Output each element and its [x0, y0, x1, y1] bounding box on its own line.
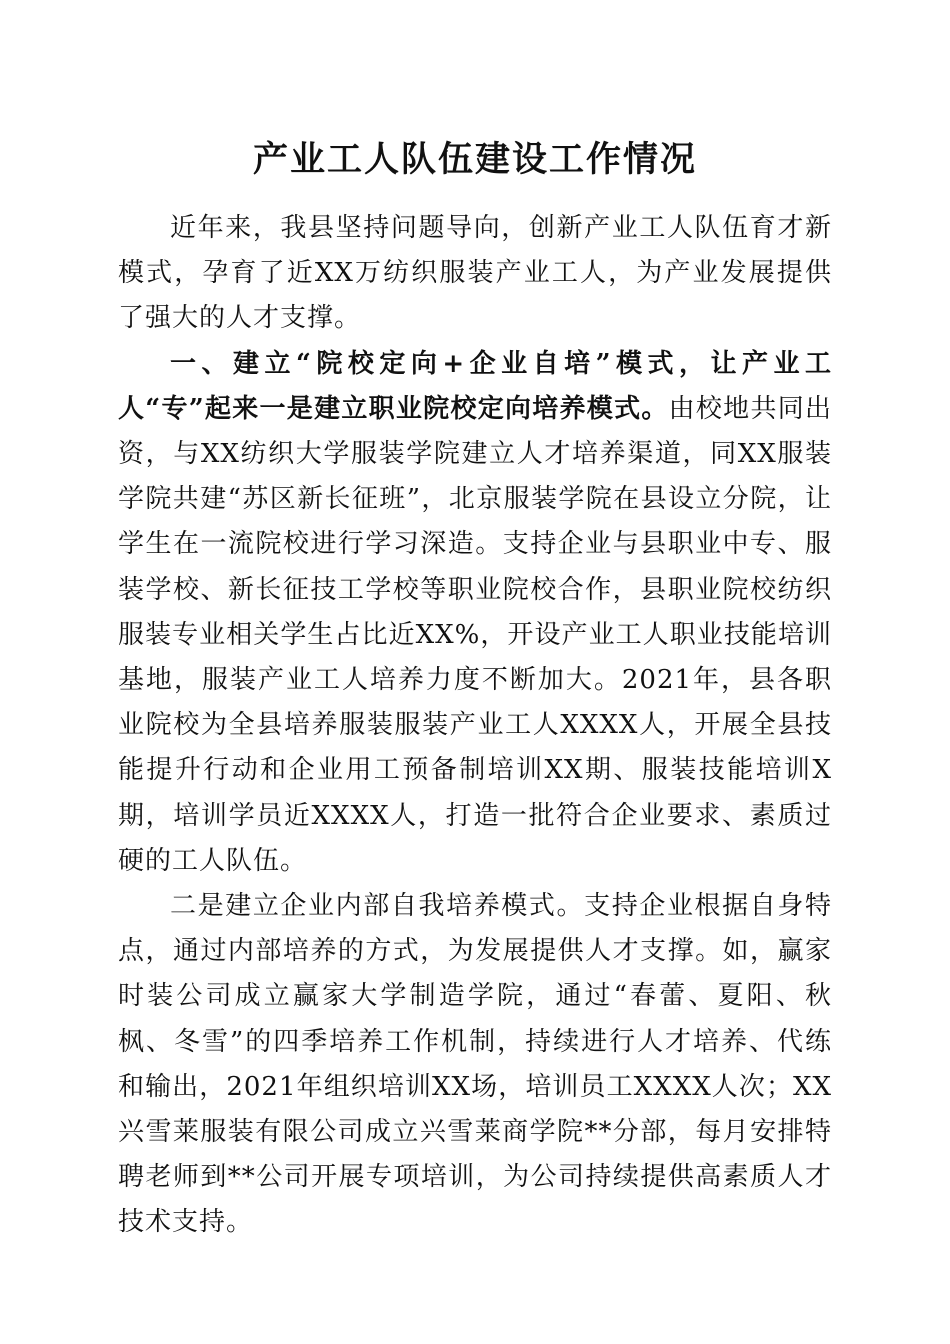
section-two-text: 二是建立企业内部自我培养模式。支持企业根据自身特点，通过内部培养的方式，为发展提供人才支撑。如，赢家时装公司成立赢家大学制造学院，通过“春蕾、夏阳、秋枫、冬雪”的四季培养工作机制，持续进行人才培养、代练和输出，2021年组织培训XX场，培训员工XXXX人次；XX兴雪莱服装有限公司成立兴雪莱商学院**分部，每月安排特聘老师到**公司开展专项培训，为公司持续提供高素质人才技术支持。 — [118, 891, 832, 1238]
paragraph-section-one — [118, 342, 832, 884]
document-title: 产业工人队伍建设工作情况 — [252, 139, 697, 180]
section-one-text: 由校地共同出资，与XX纺织大学服装学院建立人才培养渠道，同XX服装学院共建“苏区新长征班”，北京服装学院在县设立分院，让学生在一流院校进行学习深造。支持企业与县职业中专、服装学校、新长征技工学校等职业院校合作，县职业院校纺织服装专业相关学生占比近XX%，开设产业工人职业技能培训基地，服装产业工人培养力度不断加大。2021年，县各职业院校为全县培养服装服装产业工人XXXX人，开展全县技能提升行动和企业用工预备制培训XX期、服装技能培训X期，培训学员近XXXX人，打造一批符合企业要求、素质过硬的工人队伍。 — [118, 393, 832, 876]
paragraph-intro-text: 近年来，我县坚持问题导向，创新产业工人队伍育才新模式，孕育了近XX万纺织服装产业工人，为产业发展提供了强大的人才支撑。 — [118, 213, 832, 334]
paragraph-section-two — [118, 884, 832, 1246]
section-one-heading: 一、建立“院校定向+企业自培”模式，让产业工人“专”起来一是建立职业院校定向培养模式。 — [118, 348, 832, 424]
paragraph-intro — [118, 206, 832, 342]
document-body — [118, 206, 832, 1246]
